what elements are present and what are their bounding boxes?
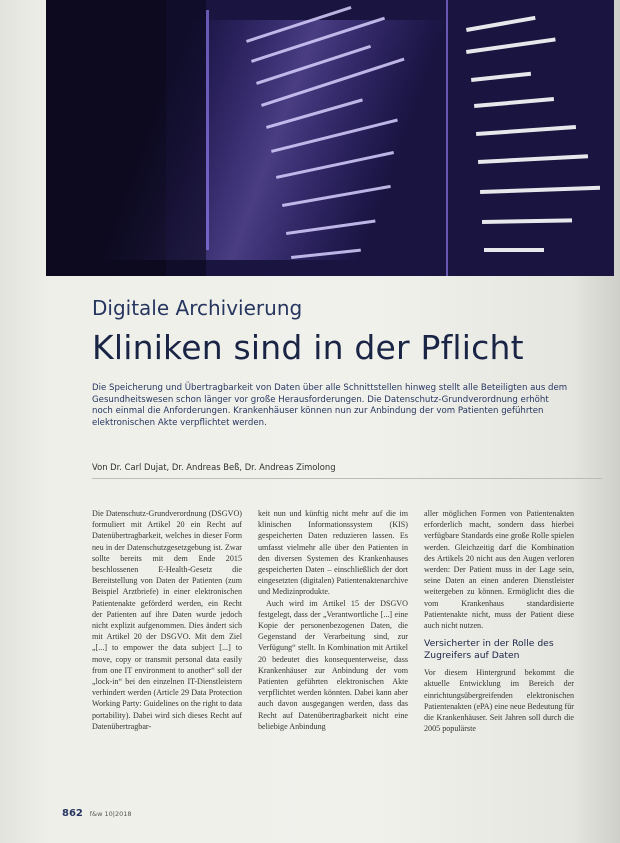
text-column-1 [92, 508, 242, 732]
article-authors: Von Dr. Carl Dujat, Dr. Andreas Beß, Dr. Andreas Zimolong [92, 462, 336, 472]
divider-line [92, 478, 602, 479]
article-kicker: Digitale Archivierung [92, 296, 303, 320]
paragraph: aller möglichen Formen von Patientenakten erforderlich macht, sondern dass hierbei verfügbare Standards eine große Rolle spielen werden. Gleichzeitig darf die Kombination des Artikels 20 nicht aus den Augen verloren werden: Der Patient muss in der Lage sein, seine Daten an einen anderen Dienstleister weitergeben zu können. Ermöglicht dies die vom Krankenhaus standardisierte Patientenakte nicht, muss der Patient diese auch nicht nutzen. [424, 509, 574, 631]
section-subheading: Versicherter in der Rolle des Zugreifers auf Daten [424, 638, 554, 662]
magazine-issue: f&w 10|2018 [89, 810, 132, 818]
article-title: Kliniken sind in der Pflicht [92, 328, 524, 367]
text-column-3 [424, 508, 574, 734]
text-column-2 [258, 508, 408, 732]
page-footer [62, 808, 132, 819]
hero-image [46, 0, 614, 276]
page-number: 862 [62, 808, 83, 819]
article-lead: Die Speicherung und Übertragbarkeit von Daten über alle Schnittstellen hinweg stellt alle Beteiligten aus dem Gesundheitswesen schon länger vor große Herausforderungen. Die Datenschutz-Grundverordnung erhöht noch einmal die Anforderungen. Krankenhäuser können nun zur Anbindung der vom Patienten geführten elektronischen Akte verpflichtet werden. [92, 383, 568, 428]
paragraph: Die Datenschutz-Grundverordnung (DSGVO) formuliert mit Artikel 20 ein Recht auf Datenübertragbarkeit, welches in dieser Form neu in der Datenschutzgesetzgebung ist. Zwar sollte bereits mit dem Ende 2015 beschlossenen E-Health-Gesetz die Bereitstellung von Daten der Patienten (zum Beispiel Arztbriefe) in einer elektronischen Patientenakte geförderd werden, ein Recht der Patienten auf ihre Daten wurde jedoch nicht explizit aufgenommen. Dies ändert sich mit Artikel 20 der DSGVO. Mit dem Ziel „[...] to empower the data subject [...] to move, copy or transmit personal data easily from one IT environment to another“ soll der „lock-in“ bei den einzelnen IT-Dienstleistern verhindert werden (Article 29 Data Protection Working Party: Guidelines on the right to data portability). Dabei wird sich dieses Recht auf Datenübertragbar- [92, 509, 242, 731]
code-screen-photo [46, 0, 614, 276]
paragraph: keit nun und künftig nicht mehr auf die im klinischen Informationssystem (KIS) gespeicherten Daten reduzieren lassen. Es umfasst vielmehr alle über den Patienten in den diversen Systemen des Krankenhauses gespeicherten Daten – einschließlich der dort eingesetzten (digitalen) Patientenaktenarchive und Medizinprodukte. [258, 509, 408, 597]
paragraph: Vor diesem Hintergrund bekommt die aktuelle Entwicklung im Bereich der einrichtungsübergreifenden elektronischen Patientenakten (ePA) eine neue Bedeutung für die Krankenhäuser. Seit Jahren soll durch die 2005 populärste [424, 668, 574, 734]
paragraph: Auch wird im Artikel 15 der DSGVO festgelegt, dass der „Verantwortliche [...] eine Kopie der personenbezogenen Daten, die Gegenstand der Verarbeitung sind, zur Verfügung“ stellt. In Kombination mit Artikel 20 bedeutet dies konsequenterweise, dass Krankenhäuser zur Anbindung der vom Patienten geführten elektronischen Akte verpflichtet werden könnten. Dabei kann aber auch davon ausgegangen werden, dass das Recht auf Datenübertragbarkeit nicht eine beliebige Anbindung [258, 598, 408, 731]
